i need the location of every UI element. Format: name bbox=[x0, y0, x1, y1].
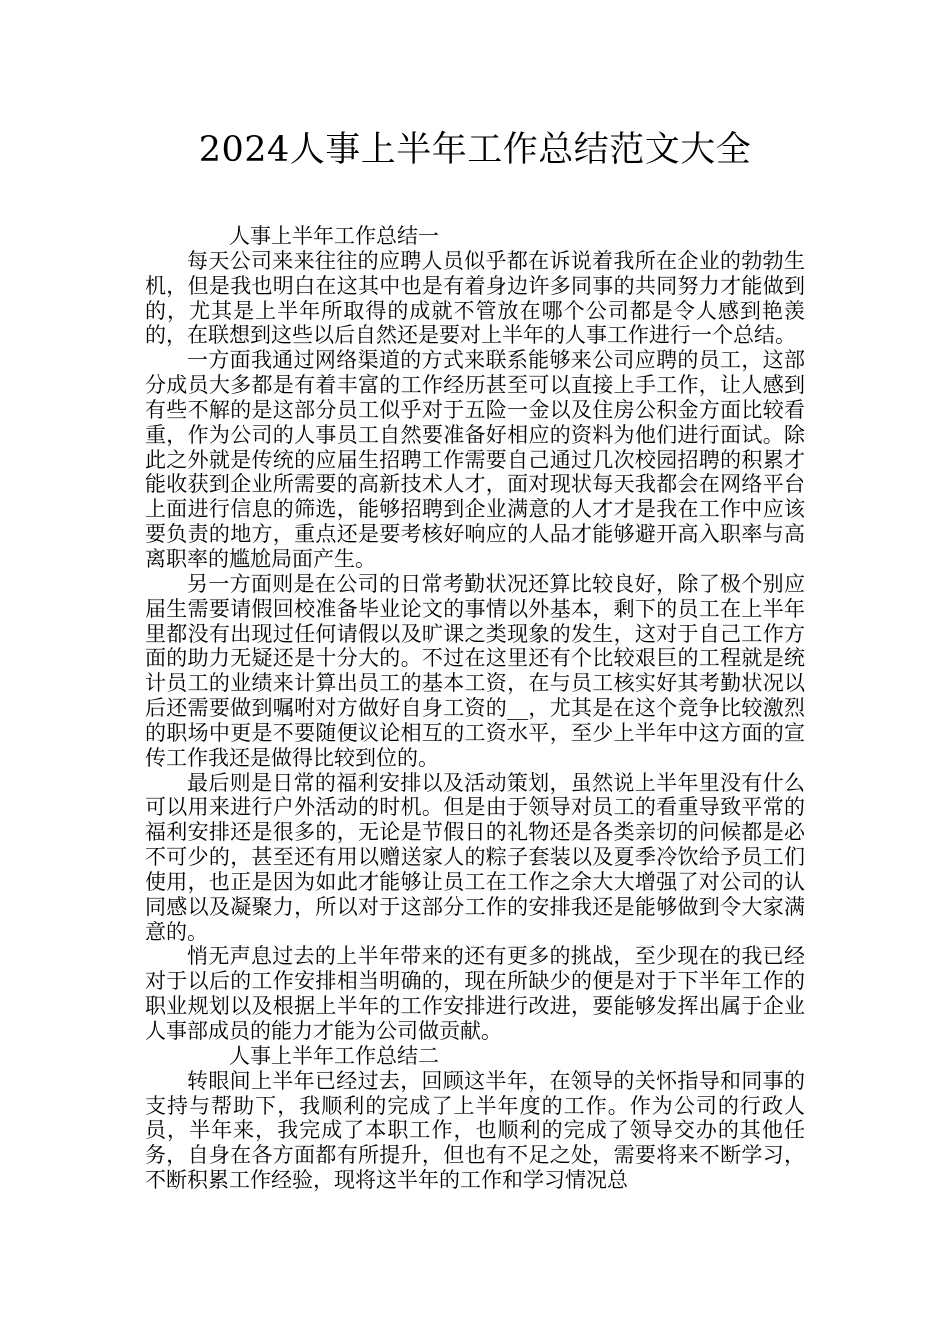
document-body bbox=[145, 224, 805, 1193]
paragraph: 另一方面则是在公司的日常考勤状况还算比较良好，除了极个别应届生需要请假回校准备毕业论文的事情以外基本，剩下的员工在上半年里都没有出现过任何请假以及旷课之类现象的发生，这对于自己工作方面的助力无疑还是十分大的。不过在这里还有个比较艰巨的工程就是统计员工的业绩来计算出员工的基本工资，在与员工核实好其考勤状况以后还需要做到嘱咐对方做好自身工资的__，尤其是在这个竞争比较激烈的职场中更是不要随便议论相互的工资水平，至少上半年中这方面的宣传工作我还是做得比较到位的。 bbox=[145, 571, 805, 770]
paragraph: 转眼间上半年已经过去，回顾这半年，在领导的关怀指导和同事的支持与帮助下，我顺利的完成了上半年度的工作。作为公司的行政人员，半年来，我完成了本职工作，也顺利的完成了领导交办的其他任务，自身在各方面都有所提升，但也有不足之处，需要将来不断学习，不断积累工作经验，现将这半年的工作和学习情况总 bbox=[145, 1068, 805, 1193]
section-heading: 人事上半年工作总结一 bbox=[229, 224, 439, 248]
section-heading: 人事上半年工作总结二 bbox=[229, 1043, 439, 1068]
section-summary-2 bbox=[145, 1044, 805, 1193]
paragraph: 悄无声息过去的上半年带来的还有更多的挑战，至少现在的我已经对于以后的工作安排相当明确的，现在所缺少的便是对于下半年工作的职业规划以及根据上半年的工作安排进行改进，要能够发挥出属于企业人事部成员的能力才能为公司做贡献。 bbox=[145, 944, 805, 1043]
paragraph: 一方面我通过网络渠道的方式来联系能够来公司应聘的员工，这部分成员大多都是有着丰富的工作经历甚至可以直接上手工作，让人感到有些不解的是这部分员工似乎对于五险一金以及住房公积金方面比较看重，作为公司的人事员工自然要准备好相应的资料为他们进行面试。除此之外就是传统的应届生招聘工作需要自己通过几次校园招聘的积累才能收获到企业所需要的高新技术人才，面对现状每天我都会在网络平台上面进行信息的筛选，能够招聘到企业满意的人才才是我在工作中应该要负责的地方，重点还是要考核好响应的人品才能够避开高入职率与高离职率的尴尬局面产生。 bbox=[145, 348, 805, 571]
section-summary-1 bbox=[145, 224, 805, 1044]
document-title: 2024人事上半年工作总结范文大全 bbox=[198, 130, 752, 170]
paragraph: 最后则是日常的福利安排以及活动策划，虽然说上半年里没有什么可以用来进行户外活动的时机。但是由于领导对员工的看重导致平常的福利安排还是很多的，无论是节假日的礼物还是各类亲切的问候都是必不可少的，甚至还有用以赠送家人的粽子套装以及夏季冷饮给予员工们使用，也正是因为如此才能够让员工在工作之余大大增强了对公司的认同感以及凝聚力，所以对于这部分工作的安排我还是能够做到令大家满意的。 bbox=[145, 770, 805, 944]
paragraph: 每天公司来来往往的应聘人员似乎都在诉说着我所在企业的勃勃生机，但是我也明白在这其中也是有着身边许多同事的共同努力才能做到的，尤其是上半年所取得的成就不管放在哪个公司都是令人感到艳羡的，在联想到这些以后自然还是要对上半年的人事工作进行一个总结。 bbox=[145, 248, 805, 348]
